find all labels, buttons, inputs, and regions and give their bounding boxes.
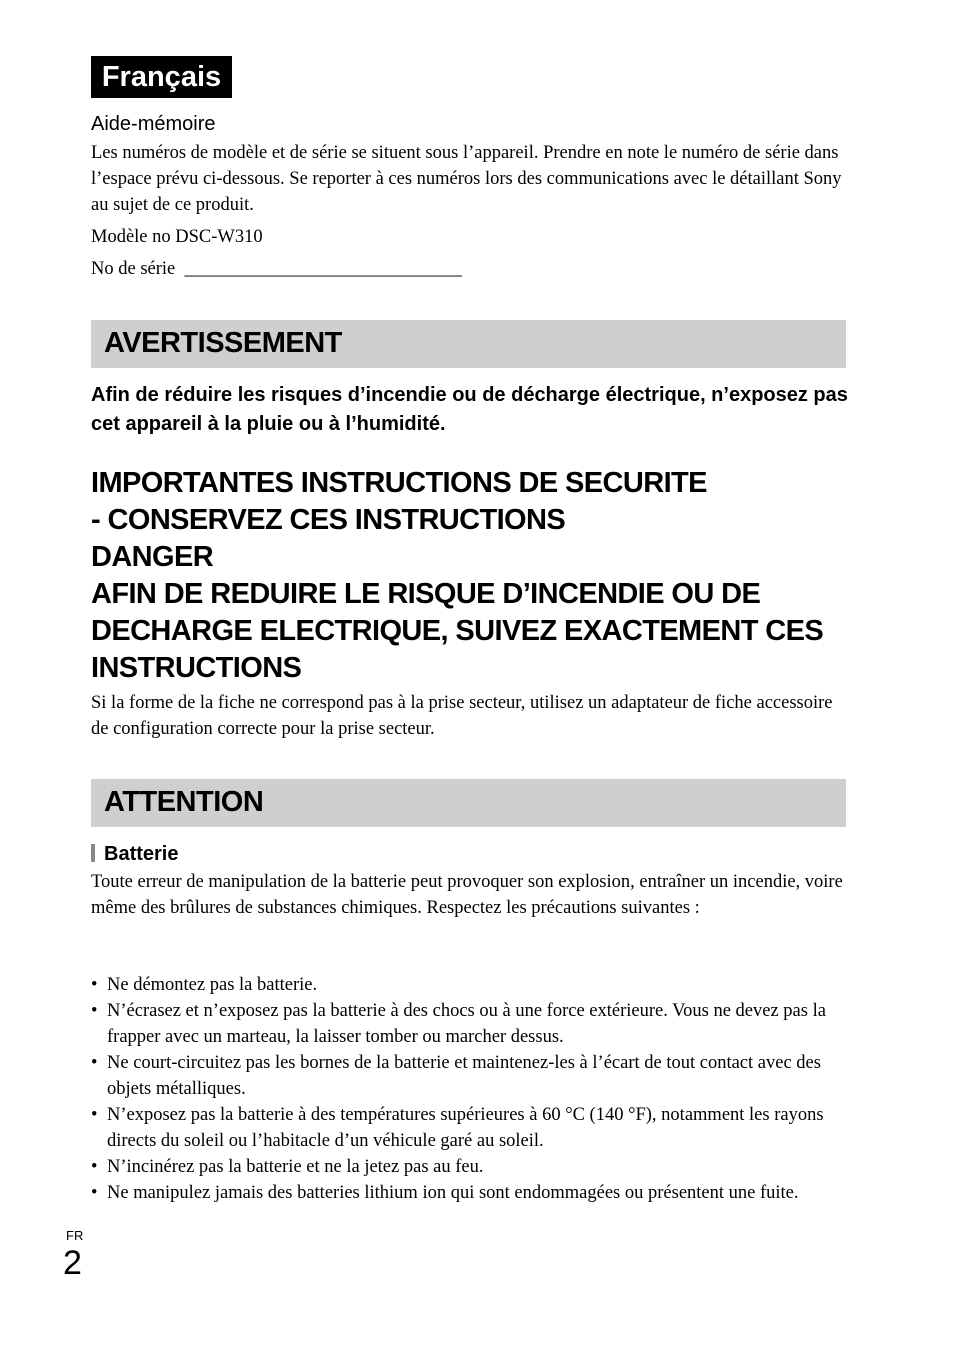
bullet-icon: • [91, 1001, 98, 1021]
bullet-icon: • [91, 1105, 98, 1125]
safety-title-line: - CONSERVEZ CES INSTRUCTIONS [91, 504, 566, 536]
list-item: • N’incinérez pas la batterie et ne la jetez pas au feu. [91, 1154, 851, 1180]
bullet-icon: • [91, 1157, 98, 1177]
list-item: • Ne manipulez jamais des batteries lithium ion qui sont endommagées ou présentent une fuite. [91, 1180, 851, 1206]
page-language-code: FR [66, 1228, 84, 1243]
safety-title-line: INSTRUCTIONS [91, 652, 302, 684]
list-item: • N’exposez pas la batterie à des températures supérieures à 60 °C (140 °F), notamment les rayons directs du soleil ou l’habitacle d’un véhicule garé au soleil. [91, 1102, 851, 1154]
section-marker-icon [91, 844, 95, 862]
list-item: • Ne court-circuitez pas les bornes de la batterie et maintenez-les à l’écart de tout contact avec des objets métalliques. [91, 1050, 851, 1102]
warning-text: Afin de réduire les risques d’incendie ou de décharge électrique, n’exposez pas cet appareil à la pluie ou à l’humidité. [91, 384, 848, 435]
bullet-icon: • [91, 1183, 98, 1203]
battery-heading [91, 841, 178, 867]
attention-section-bar [91, 779, 846, 827]
battery-heading-label: Batterie [104, 843, 179, 865]
warning-heading: AVERTISSEMENT [104, 327, 342, 359]
list-item: • Ne démontez pas la batterie. [91, 972, 851, 998]
safety-title-line: DECHARGE ELECTRIQUE, SUIVEZ EXACTEMENT CES [91, 615, 824, 647]
battery-precautions-list [91, 972, 851, 1206]
safety-title-line: DANGER [91, 541, 214, 573]
language-tab: Français [91, 56, 232, 98]
bullet-icon: • [91, 975, 98, 995]
model-number-line: Modèle no DSC-W310 [91, 227, 263, 247]
memo-title: Aide-mémoire [91, 113, 216, 135]
bullet-icon: • [91, 1053, 98, 1073]
safety-text: Si la forme de la fiche ne correspond pas à la prise secteur, utilisez un adaptateur de fiche accessoire de configuration correcte pour la prise secteur. [91, 693, 833, 739]
memo-text: Les numéros de modèle et de série se situent sous l’appareil. Prendre en note le numéro de série dans l’espace prévu ci-dessous. Se reporter à ces numéros lors des communications avec le détaillant Sony au sujet de ce produit. [91, 143, 842, 215]
safety-title-line: IMPORTANTES INSTRUCTIONS DE SECURITE [91, 467, 707, 499]
serial-number-line: No de série ______________________________ [91, 259, 462, 279]
safety-title-line: AFIN DE REDUIRE LE RISQUE D’INCENDIE OU DE [91, 578, 761, 610]
list-item: • N’écrasez et n’exposez pas la batterie à des chocs ou à une force extérieure. Vous ne devez pas la frapper avec un marteau, la laisser tomber ou marcher dessus. [91, 998, 851, 1050]
page-number: 2 [63, 1244, 82, 1282]
battery-intro: Toute erreur de manipulation de la batterie peut provoquer son explosion, entraîner un incendie, voire même des brûlures de substances chimiques. Respectez les précautions suivantes : [91, 872, 843, 918]
warning-section-bar [91, 320, 846, 368]
safety-title [91, 465, 851, 687]
attention-heading: ATTENTION [104, 786, 264, 818]
